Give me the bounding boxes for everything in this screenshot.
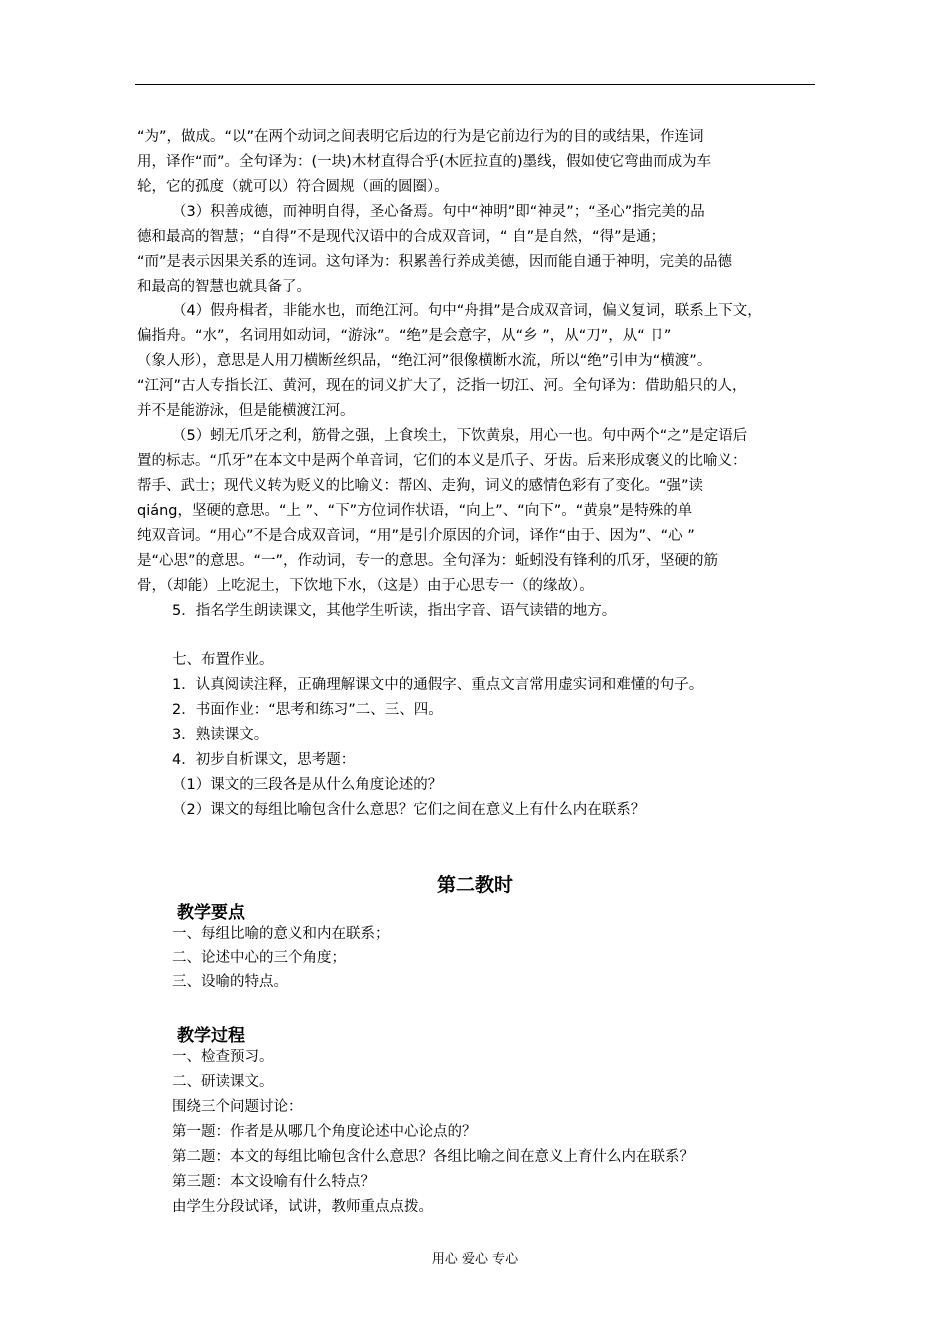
key-point-item: 一、每组比喻的意义和内在联系； — [172, 926, 390, 942]
paragraph-line: 轮，它的孤度（就可以）符合圆规（画的圆圈）。 — [137, 179, 449, 195]
homework-item: （1）课文的三段各是从什么角度论述的？ — [172, 777, 443, 793]
paragraph-line: （4）假舟楫者，非能水也，而绝江河。句中“舟揖”是合成双音词，偏义复词，联系上下文， — [172, 303, 762, 319]
paragraph-line: 5．指名学生朗读课文，其他学生听读，指出字音、语气读错的地方。 — [172, 603, 617, 619]
process-item: 围绕三个问题讨论： — [172, 1099, 303, 1115]
page-footer: 用心 爱心 专心 — [431, 1252, 519, 1267]
paragraph-line: 骨，（却能）上吃泥土，下饮地下水，（这是）由于心思专一（的缘故）。 — [137, 578, 594, 594]
paragraph-line: qiáng，坚硬的意思。“上 ”、“下”方位词作状语，“向上”、“向下”。“黄泉”是特殊的单 — [137, 503, 693, 519]
key-point-item: 三、设喻的特点。 — [172, 974, 288, 990]
paragraph-line: 偏指舟。“水”，名词用如动词，“游泳”。“绝”是会意字，从“乡 ”，从“刀”，从“ 卩” — [137, 328, 672, 344]
homework-item: 3．熟读课文。 — [172, 727, 269, 743]
paragraph-line: 帮手、武士；现代义转为贬义的比喻义：帮凶、走狗，词义的感情色彩有了变化。“强”读 — [137, 478, 704, 494]
paragraph-line: 德和最高的智慧；“自得”不是现代汉语中的合成双音词，“ 自”是自然，“得”是通； — [137, 229, 666, 245]
process-item: 第一题：作者是从哪几个角度论述中心论点的？ — [172, 1124, 477, 1140]
process-item: 第二题：本文的每组比喻包含什么意思？各组比喻之间在意义上育什么内在联系？ — [172, 1149, 694, 1165]
section-title: 第二教时 — [436, 874, 513, 896]
homework-item: 2．书面作业：“思考和练习”二、三、四。 — [172, 702, 443, 718]
homework-item: （2）课文的每组比喻包含什么意思？它们之间在意义上有什么内在联系？ — [172, 802, 646, 818]
homework-item: 4．初步自析课文，思考题： — [172, 752, 356, 768]
paragraph-line: “江河”古人专指长江、黄河，现在的词义扩大了，泛指一切江、河。全句译为：借助船只的人， — [137, 378, 747, 394]
paragraph-line: （3）积善成德，而神明自得，圣心备焉。句中“神明”即“神灵”；“圣心”指完美的品 — [172, 204, 705, 220]
homework-heading: 七、布置作业。 — [172, 652, 274, 668]
header-rule — [135, 84, 815, 85]
paragraph-line: （象人形），意思是人用刀横断丝织品，“绝江河”很像横断水流，所以“绝”引申为“横渡”。 — [137, 353, 712, 369]
process-item: 二、研读课文。 — [172, 1074, 274, 1090]
paragraph-line: 置的标志。“爪牙”在本文中是两个单音词，它们的本义是爪子、牙齿。后来形成褒义的比喻义： — [137, 453, 747, 469]
process-item: 第三题：本文设喻有什么特点？ — [172, 1174, 375, 1190]
paragraph-line: 和最高的智慧也就具备了。 — [137, 279, 311, 295]
key-point-item: 二、论述中心的三个角度； — [172, 950, 346, 966]
key-points-heading: 教学要点 — [177, 903, 245, 923]
process-heading: 教学过程 — [177, 1026, 245, 1046]
paragraph-line: “为”，做成。“以”在两个动词之间表明它后边的行为是它前边行为的目的或结果，作连词 — [137, 129, 704, 145]
paragraph-line: 是“心思”的意思。“一”，作动词，专一的意思。全句泽为：蚯蚓没有锋利的爪牙，坚硬的筋 — [137, 553, 719, 569]
process-item: 一、检查预习。 — [172, 1049, 274, 1065]
paragraph-line: （5）蚓无爪牙之利，筋骨之强，上食埃土，下饮黄泉，用心一也。句中两个“之”是定语后 — [172, 428, 748, 444]
paragraph-line: 用，译作“而”。全句译为：(一块)木材直得合乎(木匠拉直的)墨线，假如使它弯曲而成为车 — [137, 154, 712, 170]
paragraph-line: 并不是能游泳，但是能横渡江河。 — [137, 403, 355, 419]
process-item: 由学生分段试译，试讲，教师重点点拨。 — [172, 1199, 433, 1215]
paragraph-line: “而”是表示因果关系的连词。这句译为：积累善行养成美德，因而能自通于神明，完美的品德 — [137, 254, 733, 270]
paragraph-line: 纯双音词。“用心”不是合成双音词，“用”是引介原因的介词，译作“由于、因为”、“心 ” — [137, 528, 695, 544]
homework-item: 1．认真阅读注释，正确理解课文中的通假字、重点文言常用虚实词和难懂的句子。 — [172, 677, 704, 693]
